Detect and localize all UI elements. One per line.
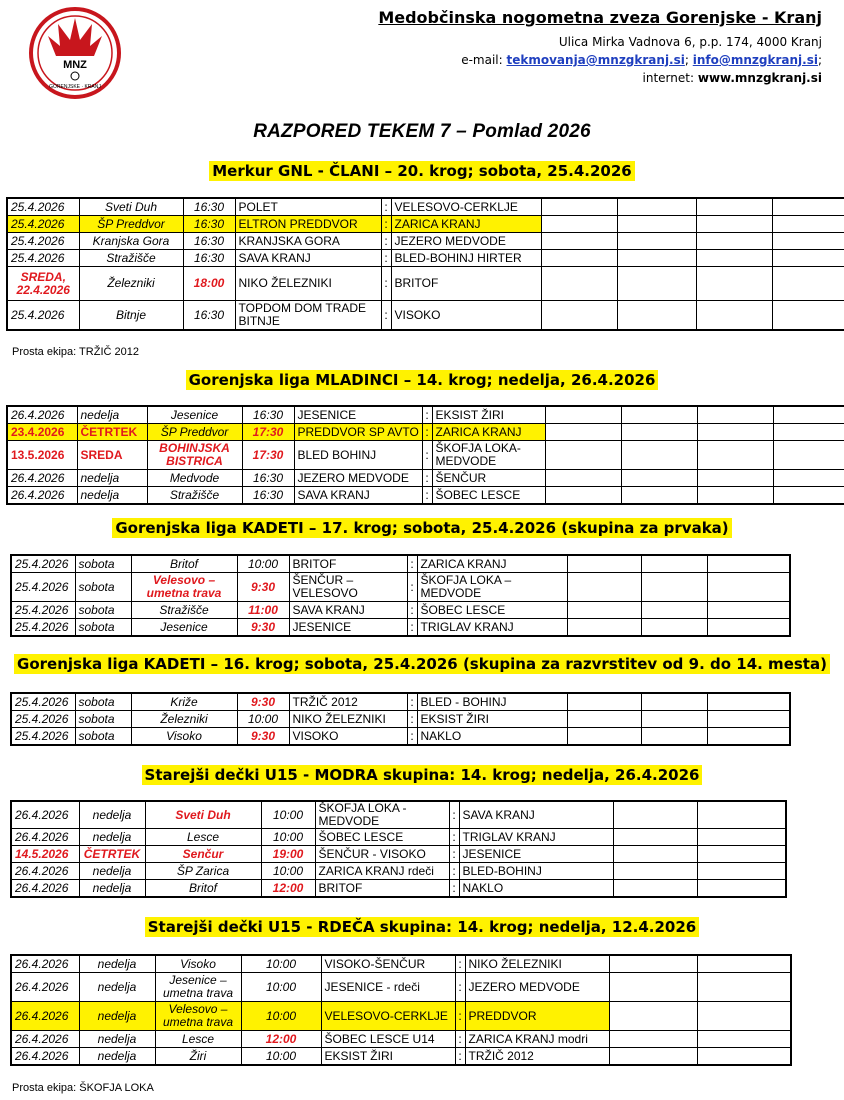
email-link-info[interactable]: info@mnzgkranj.si bbox=[692, 53, 818, 67]
table-row: 26.4.2026 nedelja Lesce 12:00 ŠOBEC LESCE U14 : ZARICA KRANJ modri bbox=[11, 1031, 791, 1048]
table-kadeti-razvrstitev bbox=[10, 692, 791, 746]
org-name: Medobčinska nogometna zveza Gorenjske - Kranj bbox=[378, 8, 822, 27]
section-heading-mladinci: Gorenjska liga MLADINCI – 14. krog; nedelja, 26.4.2026 bbox=[0, 369, 844, 393]
table-kadeti-prvaki bbox=[10, 554, 791, 637]
table-row: 26.4.2026 nedelja Sveti Duh 10:00 ŠKOFJA LOKA - MEDVODE : SAVA KRANJ bbox=[11, 801, 786, 829]
table-row: 25.4.2026 sobota Železniki 10:00 NIKO ŽELEZNIKI : EKSIST ŽIRI bbox=[11, 711, 790, 728]
free-team-note: Prosta ekipa: TRŽIČ 2012 bbox=[12, 346, 139, 358]
svg-text:MNZ: MNZ bbox=[63, 59, 87, 71]
table-row: 25.4.2026 ŠP Preddvor 16:30 ELTRON PREDDVOR : ZARICA KRANJ bbox=[7, 216, 844, 233]
table-row: 26.4.2026 nedelja Britof 12:00 BRITOF : NAKLO bbox=[11, 880, 786, 898]
org-address: Ulica Mirka Vadnova 6, p.p. 174, 4000 Kranj bbox=[558, 35, 822, 49]
section-heading-u15-modra: Starejši dečki U15 - MODRA skupina: 14. krog; nedelja, 26.4.2026 bbox=[0, 764, 844, 788]
table-row: 25.4.2026 sobota Jesenice 9:30 JESENICE : TRIGLAV KRANJ bbox=[11, 619, 790, 637]
table-row: 26.4.2026 nedelja Jesenice – umetna trava 10:00 JESENICE - rdeči : JEZERO MEDVODE bbox=[11, 973, 791, 1002]
table-row: 25.4.2026 sobota Britof 10:00 BRITOF : ZARICA KRANJ bbox=[11, 555, 790, 573]
table-row: SREDA, 22.4.2026 Železniki 18:00 NIKO ŽELEZNIKI : BRITOF bbox=[7, 267, 844, 301]
table-row: 23.4.2026 ČETRTEK ŠP Preddvor 17:30 PREDDVOR SP AVTO : ZARICA KRANJ bbox=[7, 424, 844, 441]
table-row: 26.4.2026 nedelja Jesenice 16:30 JESENICE : EKSIST ŽIRI bbox=[7, 406, 844, 424]
table-mladinci bbox=[6, 405, 844, 505]
table-row: 26.4.2026 nedelja Velesovo – umetna trava 10:00 VELESOVO-CERKLJE : PREDDVOR bbox=[11, 1002, 791, 1031]
section-heading-u15-rdeca: Starejši dečki U15 - RDEČA skupina: 14. krog; nedelja, 12.4.2026 bbox=[0, 916, 844, 940]
table-row: 25.4.2026 sobota Stražišče 11:00 SAVA KRANJ : ŠOBEC LESCE bbox=[11, 602, 790, 619]
table-row: 25.4.2026 sobota Visoko 9:30 VISOKO : NAKLO bbox=[11, 728, 790, 746]
table-row: 25.4.2026 Kranjska Gora 16:30 KRANJSKA GORA : JEZERO MEDVODE bbox=[7, 233, 844, 250]
table-row: 25.4.2026 Stražišče 16:30 SAVA KRANJ : BLED-BOHINJ HIRTER bbox=[7, 250, 844, 267]
mnz-logo bbox=[28, 6, 122, 100]
table-row: 26.4.2026 nedelja Visoko 10:00 VISOKO-ŠENČUR : NIKO ŽELEZNIKI bbox=[11, 955, 791, 973]
section-heading-kadeti-razvrstitev: Gorenjska liga KADETI – 16. krog; sobota, 25.4.2026 (skupina za razvrstitev od 9. do 14. mesta) bbox=[0, 653, 844, 677]
table-row: 14.5.2026 ČETRTEK Senčur 19:00 ŠENČUR - VISOKO : JESENICE bbox=[11, 846, 786, 863]
organization-header bbox=[378, 8, 822, 87]
table-row: 25.4.2026 sobota Križe 9:30 TRŽIČ 2012 : BLED - BOHINJ bbox=[11, 693, 790, 711]
page-title: RAZPORED TEKEM 7 – Pomlad 2026 bbox=[253, 121, 591, 142]
table-u15-rdeca bbox=[10, 954, 792, 1066]
table-u15-modra bbox=[10, 800, 787, 898]
table-row: 25.4.2026 Bitnje 16:30 TOPDOM DOM TRADE BITNJE : VISOKO bbox=[7, 301, 844, 331]
table-row: 26.4.2026 nedelja Medvode 16:30 JEZERO MEDVODE : ŠENČUR bbox=[7, 470, 844, 487]
table-row: 13.5.2026 SREDA BOHINJSKA BISTRICA 17:30 BLED BOHINJ : ŠKOFJA LOKA-MEDVODE bbox=[7, 441, 844, 470]
svg-text:GORENJSKE · KRANJ: GORENJSKE · KRANJ bbox=[49, 84, 101, 90]
org-internet-line: internet: www.mnzgkranj.si bbox=[642, 71, 822, 85]
section-heading-clani: Merkur GNL - ČLANI – 20. krog; sobota, 25.4.2026 bbox=[0, 160, 844, 184]
table-row: 26.4.2026 nedelja Stražišče 16:30 SAVA KRANJ : ŠOBEC LESCE bbox=[7, 487, 844, 505]
table-row: 25.4.2026 sobota Velesovo – umetna trava 9:30 ŠENČUR – VELESOVO : ŠKOFJA LOKA – MEDVODE bbox=[11, 573, 790, 602]
table-row: 26.4.2026 nedelja Lesce 10:00 ŠOBEC LESCE : TRIGLAV KRANJ bbox=[11, 829, 786, 846]
email-link-tekmovanja[interactable]: tekmovanja@mnzgkranj.si bbox=[506, 53, 685, 67]
website-link[interactable]: www.mnzgkranj.si bbox=[697, 71, 822, 85]
org-email-line: e-mail: tekmovanja@mnzgkranj.si; info@mnzgkranj.si; bbox=[461, 53, 822, 67]
table-row: 25.4.2026 Sveti Duh 16:30 POLET : VELESOVO-CERKLJE bbox=[7, 198, 844, 216]
section-heading-kadeti-prvaki: Gorenjska liga KADETI – 17. krog; sobota, 25.4.2026 (skupina za prvaka) bbox=[0, 517, 844, 541]
free-team-note: Prosta ekipa: ŠKOFJA LOKA bbox=[12, 1082, 154, 1094]
table-row: 26.4.2026 nedelja ŠP Zarica 10:00 ZARICA KRANJ rdeči : BLED-BOHINJ bbox=[11, 863, 786, 880]
table-clani bbox=[6, 197, 844, 331]
table-row: 26.4.2026 nedelja Žiri 10:00 EKSIST ŽIRI : TRŽIČ 2012 bbox=[11, 1048, 791, 1066]
